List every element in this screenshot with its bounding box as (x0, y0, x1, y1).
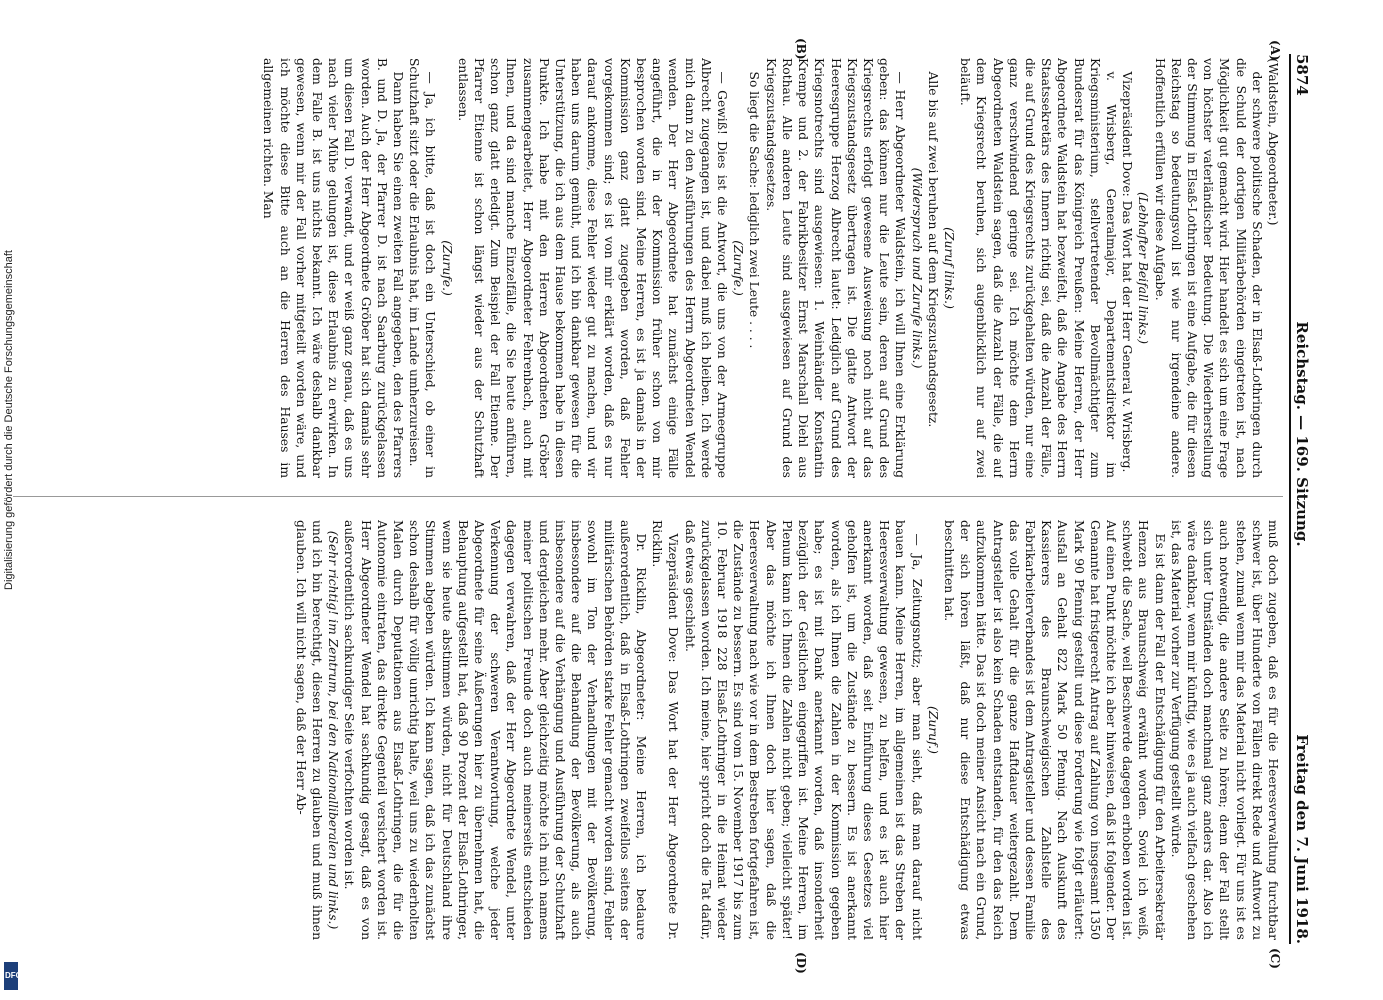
paragraph: muß doch zugeben, daß es für die Heeresverwaltung furchtbar schwer ist, über Hunderte von Fällen direkt Rede und Antwort zu stehen, zumal wenn mir das Material nicht vorliegt. Für uns ist es auch notwendig, die andere Seite zu hören; denn der Fall stellt sich unter Umständen doch manchmal ganz anders dar. Also ich wäre dankbar, wenn mir künftig, wie es ja auch vielfach geschehen ist, das Material vorher zur Verfügung gestellt würde. (1168, 520, 1280, 940)
interjection: (Lebhafter Beifall links.) (1136, 191, 1151, 345)
paragraph: Dr. Ricklin, Abgeordneter: Meine Herren, ich bedaure außerordentlich, daß in Elsaß-Lothringen zweifellos seitens der militärischen Behörden starke Fehler gemacht worden sind, Fehler sowohl im Ton der Verhandlungen mit der Bevölkerung, insbesondere auf die Behandlung der Bevölkerung, als auch insbesondere auf die Verhängung und Ausführung der Schutzhaft und dergleichen mehr. Aber gleichzeitig möchte ich mich namens meiner politischen Freunde doch auch meinerseits entschieden dagegen verwahren, daß der Herr Abgeordnete Wendel, unter Verkennung der schweren Verantwortung, welche jeder Abgeordnete für seine Äußerungen hier zu übernehmen hat, die Behauptung aufgestellt hat, daß 90 Prozent der Elsaß-Lothringer, wenn sie heute abstimmen würden, nicht für Deutschland ihre Stimmen abgeben würden. Ich kann sagen, daß ich das zunächst schon deshalb für völlig unrichtig halte, weil uns zu wiederholten Malen durch Deputationen aus Elsaß-Lothringen, die für die Autonomie eintraten, das direkte Gegenteil versichert worden ist. Herr Abgeordneter Wendel hat sachkundig gesagt, daß es von außerordentlich sachkundiger Seite verfochten worden ist. (342, 520, 649, 940)
margin-marker-d: (D) (794, 952, 808, 974)
margin-marker-c: (C) (1268, 948, 1282, 969)
paragraph: Dann haben Sie einen zweiten Fall angegeben, den des Pfarrers B. und D. Ja, der Pfarrer D. ist nach Saarburg zurückgelassen worden. Auch der Herr Abgeordnete Gröber hat sich damals sehr um diesen Fall D. verwandt, und er weiß ganz genau, daß es uns nach vieler Mühe gelungen ist, diese Erlaubnis zu erwirken. In dem Falle B. ist uns nichts bekannt. Ich wäre deshalb dankbar gewesen, wenn mir der Fall vorher mitgeteilt worden wäre, und ich möchte diese Bitte auch an die Herren des Hauses im allgemeinen richten. Man (261, 58, 406, 478)
header-rule (1289, 54, 1291, 944)
page-number: 5874 (1293, 54, 1311, 96)
column-divider (13, 496, 1283, 497)
interjection: (Zuruf.) (925, 706, 940, 754)
presiding-remark: Vizepräsident Dove: Das Wort hat der Herr Abgeordnete Dr. Ricklin. (650, 520, 681, 940)
digitization-credit (0, 0, 20, 1000)
speaker-reference: (Waldstein, Abgeordneter.) (1266, 58, 1280, 226)
left-column (21, 58, 1281, 478)
paragraph: v. Wrisberg, Generalmajor, Departementsdirektor im Kriegsministerium, stellvertretender Bevollmächtigter zum Bundesrat für das Königreich Preußen: Meine Herren, der Herr Abgeordnete Waldstein hat bezweifelt, daß die Angabe des Herrn Staatssekretärs des Innern richtig sei, daß die Anzahl der Fälle, die auf Grund des Kriegsrechts zurückgehalten würden, nur eine ganz verschwindend geringe sei. Ich möchte dem Herrn Abgeordneten Waldstein sagen, daß die Anzahl der Fälle, die auf dem Kriegsrecht beruhen, sich augenblicklich nur auf zwei beläuft. (958, 58, 1118, 478)
paragraph: Es ist dann der Fall der Entschädigung für den Arbeitersekretär Henzen aus Braunschweig erwähnt worden. Soviel ich weiß, schwebt die Sache, weil Beschwerde dagegen erhoben worden ist. Auf einen Punkt möchte ich aber hinweisen, daß ist folgender. Der Genannte hat fristgerecht Antrag auf Zahlung von insgesamt 1350 Mark 90 Pfennig gestellt und diese Forderung wie folgt erläutert: Ausfall an Gehalt 822 Mark 50 Pfennig. Nach Auskunft des Kassierers des Braunschweigischen Zahlstelle des Fabrikarbeiterverbandes ist dem Antragsteller und dessen Familie das volle Gehalt für die ganze Haftdauer weitergezahlt. Dem Antragsteller ist also kein Schaden entstanden, für den das Reich aufzukommen hätte. Das ist doch meiner Ansicht nach ein Grund, der sich hören läßt, daß nur diese Entschädigung etwas beschnitten hat. (941, 520, 1167, 940)
presiding-remark: Vizepräsident Dove: Das Wort hat der Herr General v. Wrisberg. (1120, 71, 1135, 473)
paragraph: So liegt die Sache: lediglich zwei Leute . . . . (747, 71, 762, 349)
paragraph: — Gewiß! Dies ist die Antwort, die uns von der Armeegruppe Albrecht zugegangen ist, und dabei muß ich bleiben. Ich werde mich dann zu den Ausführungen des Herrn Abgeordneten Wendel wenden. Der Herr Abgeordnete hat zunächst einige Fälle angeführt, die in der Kommission früher schon von mir besprochen worden sind. Meine Herren, es ist ja damals in der Kommission ganz glatt zugegeben worden, daß Fehler vorgekommen sind; es ist von mir erklärt worden, daß es nur darauf ankomme, diese Fehler wieder gut zu machen, und wir haben uns darum gemüht, und ich bin dankbar gewesen für die Unterstützung, die ich aus dem Hause bekommen habe in diesen Punkte. Ich habe mit den Herren Abgeordneten Gröber zusammengearbeitet, Herr Abgeordneter Fehrenbach, auch mit Ihnen, und da sind manche Einzelfälle, die Sie heute anführen, schon ganz glatt erledigt. Zum Beispiel der Fall Etienne. Der Pfarrer Etienne ist schon längst wieder aus der Schutzhaft entlassen. (455, 58, 730, 478)
paragraph: und ich bin berechtigt, diesen Herren zu glauben und muß ihnen glauben. Ich will nicht sagen, daß der Herr Ab- (293, 520, 325, 940)
dfg-logo: DFG (4, 962, 18, 990)
interjection: (Zurufe.) (439, 240, 454, 296)
interjection: (Zurufe.) (731, 240, 746, 296)
paragraph: — Ja, Zeitungsnotiz; aber man sieht, daß man darauf nicht bauen kann. Meine Herren, im allgemeinen ist das Streben der Heeresverwaltung gewesen, zu helfen, und es ist auch hier anerkannt worden, daß seit Einführung dieses Gesetzes viel geholfen ist, um die Zustände zu bessern. Es ist anerkannt worden, als ich Ihnen die Zahlen in der Kommission gegeben habe; es ist mit Dank anerkannt worden, daß insonderheit bezüglich der Geistlichen eingegriffen ist. Meine Herren, im Plenum kann ich Ihnen die Zahlen nicht geben; vielleicht später! Aber das möchte ich Ihnen doch hier sagen, daß die Heeresverwaltung nach wie vor in dem Bestreben fortgefahren ist, die Zustände zu bessern. Es sind vom 15. November 1917 bis zum 10. Februar 1918 228 Elsaß-Lothringer in die Heimat wieder zurückgelassen worden. Ich meine, hier spricht doch die Tat dafür, daß etwas geschieht. (682, 520, 924, 940)
interjection: (Sehr richtig! im Zentrum, bei den Nationalliberalen und links.) (326, 530, 341, 930)
interjection: (Widerspruch und Zurufe links.) (909, 167, 924, 369)
margin-marker-a: (A) (1268, 40, 1282, 61)
credit-text: Digitalisierung gefördert durch die Deutsche Forschungsgemeinschaft (3, 250, 15, 590)
paragraph: — Herr Abgeordneter Waldstein, ich will Ihnen eine Erklärung geben: das können nur die Leute sein, deren auf Grund des Kriegsrechts erfolgt gewesene Ausweisung noch nicht auf das Kriegszustandsgesetz übertragen ist. Die glatte Antwort der Heeresgruppe Herzog Albrecht lautet: Lediglich auf Grund des Kriegsnotrechts sind ausgewiesen: 1. Weinhändler Konstantin Krempe und 2. der Fabrikbesitzer Ernst Marschall Diehl aus Rothau. Alle anderen Leute sind ausgewiesen auf Grund des Kriegszustandsgesetzes. (763, 58, 908, 478)
right-column (21, 520, 1281, 940)
paragraph: — Ja, ich bitte, daß ist doch ein Unterschied, ob einer in Schutzhaft sitzt oder die Erlaubnis hat, im Lande umherzureisen. (407, 58, 438, 478)
session-header: Reichstag. — 169. Sitzung. (1293, 321, 1311, 547)
session-date: Freitag den 7. Juni 1918. (1293, 734, 1311, 944)
margin-marker-b: (B) (794, 38, 808, 60)
interjection: (Zuruf links.) (941, 227, 956, 309)
paragraph: Alle bis auf zwei beruhen auf dem Kriegszustandsgesetz. (925, 71, 940, 428)
paragraph: der schwere politische Schaden, der in Elsaß-Lothringen durch die Schuld der dortigen Militärbehörden eingetreten ist, nach Möglichkeit gut gemacht wird. Hier handelt es sich um eine Frage von höchster vaterländischer Bedeutung. Die Wiederherstellung der Stimmung in Elsaß-Lothringen ist eine Aufgabe, die für diesen Reichstag so bedeutungsvoll ist wie nur irgendeine andere. Hoffentlich erfüllen wir diese Aufgabe. (1152, 58, 1264, 478)
page-header (1293, 54, 1329, 944)
